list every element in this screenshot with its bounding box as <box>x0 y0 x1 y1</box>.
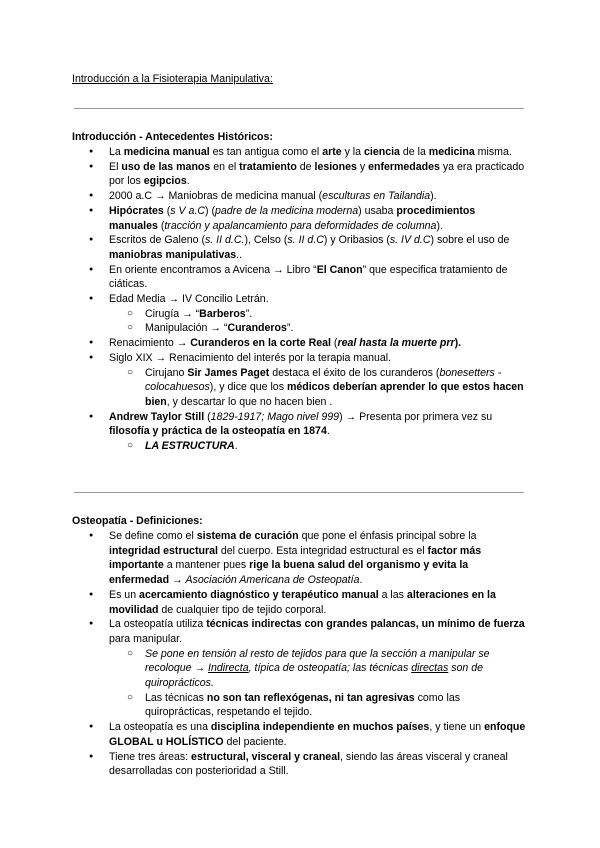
sub-list-item: ○ LA ESTRUCTURA. <box>109 439 527 454</box>
list-item: ● La medicina manual es tan antigua como el arte y la ciencia de la medicina misma. <box>72 145 527 160</box>
section-heading-osteopatia: Osteopatía - Definiciones: <box>72 515 203 527</box>
list-item: ● Tiene tres áreas: estructural, visceral y craneal, siendo las áreas visceral y craneal desarrolladas con posterioridad a Still. <box>72 750 527 779</box>
list-item: ● En oriente encontramos a Avicena → Libro “El Canon” que especifica tratamiento de ciáticas. <box>72 263 527 292</box>
list-item: ● Edad Media → IV Concilio Letrán. ○ Cirugía → “Barberos”. ○ Manipulación → “Curanderos”. <box>72 292 527 336</box>
list-item: ● Es un acercamiento diagnóstico y terapéutico manual a las alteraciones en la movilidad de cualquier tipo de tejido corporal. <box>72 588 527 617</box>
list-item: ● 2000 a.C → Maniobras de medicina manual (esculturas en Tailandia). <box>72 189 527 204</box>
sub-list <box>109 647 527 721</box>
list-item: ● Andrew Taylor Still (1829-1917; Mago nivel 999) → Presenta por primera vez su filosofía y práctica de la osteopatía en 1874. ○ LA ESTRUCTURA. <box>72 410 527 454</box>
list-item: ● Renacimiento → Curanderos en la corte Real (real hasta la muerte prr). <box>72 336 527 351</box>
sub-list-item: ○ Cirugía → “Barberos”. <box>109 307 527 322</box>
list-item: ● Hipócrates (s V a.C) (padre de la medicina moderna) usaba procedimientos manuales (tracción y apalancamiento para deformidades de columna). <box>72 204 527 233</box>
list-item: ● El uso de las manos en el tratamiento de lesiones y enfermedades ya era practicado por los egipcios. <box>72 160 527 189</box>
list-item: ● Escritos de Galeno (s. II d.C.), Celso (s. II d.C) y Oribasios (s. IV d.C) sobre el uso de maniobras manipulativas.. <box>72 233 527 262</box>
list-osteopatia <box>72 529 527 779</box>
list-antecedentes <box>72 145 527 454</box>
horizontal-rule <box>74 108 524 109</box>
sub-list-item: ○ Se pone en tensión al resto de tejidos para que la sección a manipular se recoloque → Indirecta, típica de osteopatía; las técnicas directas son de quiroprácticos. <box>109 647 527 691</box>
sub-list <box>109 307 527 336</box>
sub-list-item: ○ Las técnicas no son tan reflexógenas, ni tan agresivas como las quiroprácticas, respetando el tejido. <box>109 691 527 720</box>
list-item: ● La osteopatía es una disciplina independiente en muchos países, y tiene un enfoque GLOBAL u HOLÍSTICO del paciente. <box>72 720 527 749</box>
sub-list <box>109 439 527 454</box>
sub-list-item: ○ Cirujano Sir James Paget destaca el éxito de los curanderos (bonesetters - colocahuesos), y dice que los médicos deberían aprender lo que estos hacen bien, y descartar lo que no hacen bien . <box>109 366 527 410</box>
section-heading-antecedentes: Introducción - Antecedentes Históricos: <box>72 131 273 143</box>
sub-list <box>109 366 527 410</box>
list-item: ● Se define como el sistema de curación que pone el énfasis principal sobre la integridad estructural del cuerpo. Esta integridad estructural es el factor más importante a mantener pues rige la buena salud del organismo y evita la enfermedad → Asociación Americana de Osteopatía. <box>72 529 527 588</box>
sub-list-item: ○ Manipulación → “Curanderos”. <box>109 321 527 336</box>
document-title <box>72 73 273 85</box>
list-item: ● Siglo XIX → Renacimiento del interés por la terapia manual. ○ Cirujano Sir James Paget destaca el éxito de los curanderos (bonesetters - colocahuesos), y dice que los médicos deberían aprender lo que estos hacen bien, y descartar lo que no hacen bien . <box>72 351 527 410</box>
document-title-colon: : <box>269 73 273 85</box>
list-item: ● La osteopatía utiliza técnicas indirectas con grandes palancas, un mínimo de fuerza para manipular. ○ Se pone en tensión al resto de tejidos para que la sección a manipular se recoloque → Indirecta, típica de osteopatía; las técnicas directas son de quiroprácticos. ○ Las técnicas no son tan reflexógenas, ni tan agresivas como las quiroprácticas, respetando el tejido. <box>72 617 527 720</box>
horizontal-rule <box>74 492 524 493</box>
document-title-text: Introducción a la Fisioterapia Manipulativa <box>72 73 270 85</box>
